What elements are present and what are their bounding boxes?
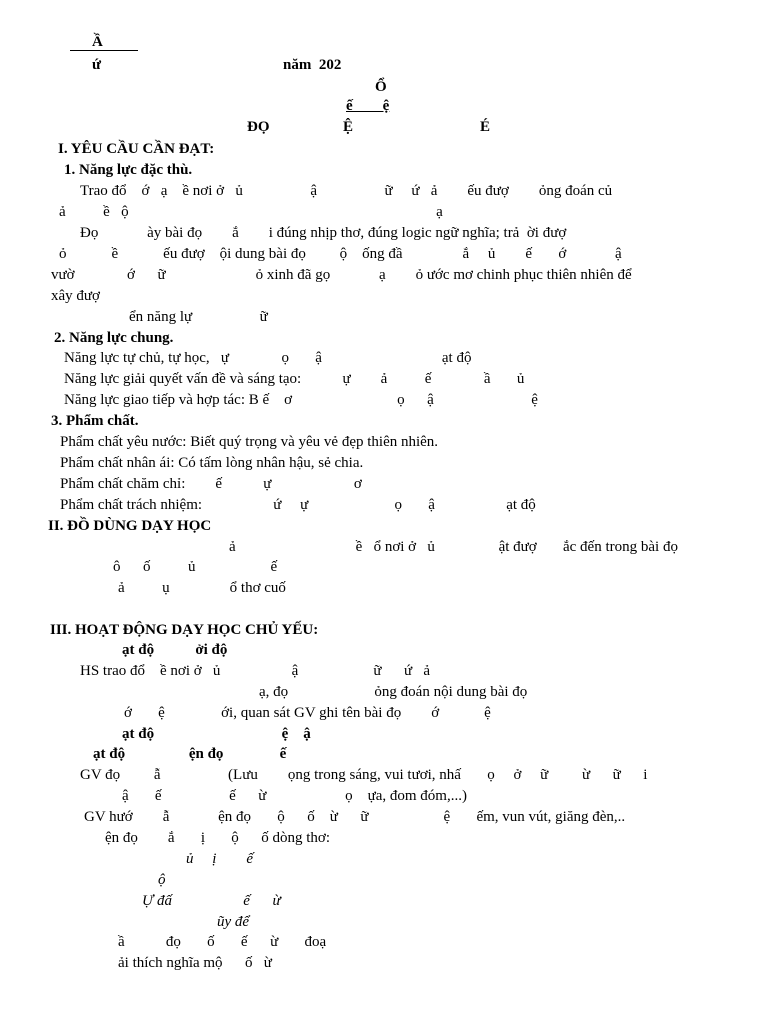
title-line2: ế ệ <box>346 98 390 114</box>
header-line1: Ầ <box>92 34 103 50</box>
poem-line-3: Ự đấ ế ừ <box>142 893 281 909</box>
s1-3-line-2: Phẩm chất nhân ái: Có tấm lòng nhân hậu, sẻ chia. <box>60 455 364 471</box>
s3-line-1: ạt độ ởi độ <box>122 642 228 658</box>
section-3-heading: III. HOẠT ĐỘNG DẠY HỌC CHỦ YẾU: <box>50 622 319 638</box>
s1-2-line-1: Năng lực tự chủ, tự học, ự ọ ậ ạt độ <box>64 350 472 366</box>
s1-2-line-2: Năng lực giải quyết vấn đề và sáng tạo: ự ả ế ầ ủ <box>64 371 525 387</box>
section-1-2-heading: 2. Năng lực chung. <box>54 330 174 346</box>
s1-3-line-3: Phẩm chất chăm chỉ: ế ự ơ <box>60 476 362 492</box>
s3-line-10: ện đọ ắ ị ộ ố dòng thơ: <box>105 830 330 846</box>
tail-line-2: ải thích nghĩa mộ ố ừ <box>118 955 272 971</box>
s1-2-line-3: Năng lực giao tiếp và hợp tác: B ế ơ ọ ậ ệ <box>64 392 538 408</box>
poem-line-2: ộ <box>158 872 166 888</box>
section-1-1-heading: 1. Năng lực đặc thù. <box>64 162 193 178</box>
s1-3-line-4: Phẩm chất trách nhiệm: ứ ự ọ ậ ạt độ <box>60 497 536 513</box>
s3-line-4: ớ ệ ới, quan sát GV ghi tên bài đọ ớ ệ <box>124 705 491 721</box>
s1-1-line-2: ả ề ộ ạ <box>59 204 443 220</box>
poem-line-1: ủ ị ế <box>186 851 254 867</box>
s3-line-3: ạ, đọ ỏng đoán nội dung bài đọ <box>259 684 528 700</box>
s1-1-line-4: ỏ ề ếu đượ ội dung bài đọ ộ ống đầ ắ ủ ế ớ ậ <box>59 246 622 262</box>
tail-line-1: ầ đọ ố ế ừ đoạ <box>118 934 327 950</box>
s1-1-line-7: ển năng lự ữ <box>129 309 268 325</box>
s1-1-line-5: vườ ớ ữ ỏ xinh đã gọ ạ ỏ ước mơ chinh phục thiên nhiên để <box>51 267 632 283</box>
s3-line-8: ậ ế ế ừ ọ ựa, đom đóm,...) <box>122 788 467 804</box>
s3-line-5: ạt độ ệ ậ <box>122 726 311 742</box>
s3-line-7: GV đọ ẫ (Lưu ọng trong sáng, vui tươi, nhấ ọ ở ữ ừ ữ i <box>80 767 648 783</box>
title-line3-right: É <box>480 119 491 135</box>
s2-line-1: ả ề ổ nơi ở ủ ật đượ ắc đến trong bài đọ <box>229 539 678 555</box>
s3-line-2: HS trao đổ ề nơi ở ủ ậ ữ ứ ả <box>80 663 431 679</box>
title-line3-left: ĐỌ <box>247 119 270 135</box>
poem-line-4: ũy để <box>217 914 250 930</box>
s3-line-9: GV hướ ẫ ện đọ ộ ố ừ ữ ệ ếm, vun vút, giăng đèn,.. <box>84 809 626 825</box>
s3-line-6: ạt độ ện đọ ế <box>93 746 287 762</box>
s2-line-2: ô ố ủ ế <box>113 559 278 575</box>
s1-1-line-3: Đọ ày bài đọ ắ i đúng nhịp thơ, đúng logic ngữ nghĩa; trả ời đượ <box>80 225 567 241</box>
s2-line-3: ả ụ ổ thơ cuố <box>118 580 286 596</box>
header-year: năm 202 <box>283 57 342 73</box>
title-line1: Ổ <box>375 79 387 95</box>
section-1-3-heading: 3. Phẩm chất. <box>51 413 139 429</box>
header-underline <box>70 50 138 51</box>
s1-1-line-6: xây đượ <box>51 288 100 304</box>
s1-3-line-1: Phẩm chất yêu nước: Biết quý trọng và yêu vẻ đẹp thiên nhiên. <box>60 434 439 450</box>
title-line3-mid: Ệ <box>343 119 354 135</box>
section-2-heading: II. ĐỒ DÙNG DẠY HỌC <box>48 518 212 534</box>
s1-1-line-1: Trao đổ ớ ạ ề nơi ở ủ ậ ữ ứ ả ếu đượ ỏng đoán củ <box>80 183 613 199</box>
section-1-heading: I. YÊU CẦU CẦN ĐẠT: <box>58 141 215 157</box>
header-line2-left: ứ <box>92 57 102 73</box>
